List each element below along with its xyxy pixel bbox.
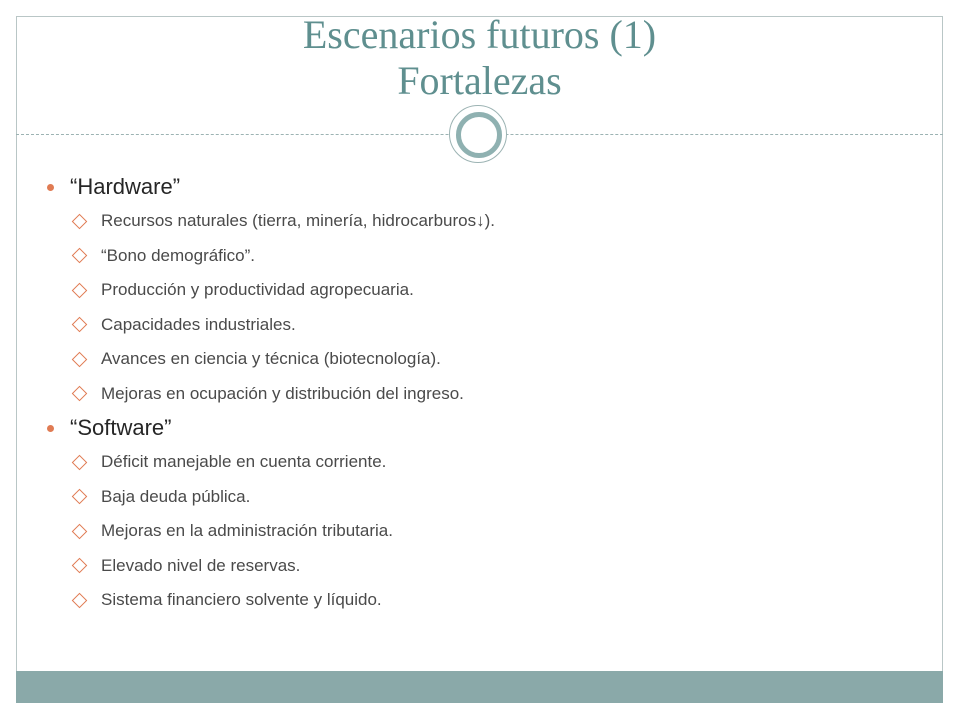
bullet-dot-icon (47, 425, 54, 432)
diamond-bullet-icon (72, 351, 88, 367)
list-item-text: Recursos naturales (tierra, minería, hidrocarburos↓). (101, 211, 495, 231)
list-item-text: Baja deuda pública. (101, 486, 251, 506)
title-line-2: Fortalezas (397, 58, 562, 103)
list-item-text: Elevado nivel de reservas. (101, 555, 301, 575)
list-item (40, 239, 920, 274)
list-item-text: Mejoras en ocupación y distribución del ingreso. (101, 383, 464, 403)
list-item (40, 273, 920, 308)
list-item-text: Avances en ciencia y técnica (biotecnología). (101, 349, 441, 369)
bullet-dot-icon (47, 184, 54, 191)
diamond-bullet-icon (72, 523, 88, 539)
diamond-bullet-icon (72, 454, 88, 470)
slide-title (16, 12, 943, 104)
list-item (40, 583, 920, 618)
diamond-bullet-icon (72, 489, 88, 505)
diamond-bullet-icon (72, 558, 88, 574)
list-item (40, 342, 920, 377)
list-item (40, 308, 920, 343)
list-item-text: Producción y productividad agropecuaria. (101, 280, 414, 300)
footer-band (16, 671, 943, 703)
heading-text: “Software” (70, 415, 172, 440)
list-item-text: Mejoras en la administración tributaria. (101, 521, 393, 541)
diamond-bullet-icon (72, 213, 88, 229)
list-item (40, 480, 920, 515)
bullet-list (40, 170, 920, 618)
heading-text: “Hardware” (70, 174, 181, 199)
list-item-text: Sistema financiero solvente y líquido. (101, 590, 382, 610)
list-item (40, 445, 920, 480)
list-item-text: Capacidades industriales. (101, 314, 296, 334)
diamond-bullet-icon (72, 248, 88, 264)
list-item (40, 377, 920, 412)
title-line-1: Escenarios futuros (1) (302, 12, 657, 57)
section-software (40, 411, 920, 618)
diamond-bullet-icon (72, 317, 88, 333)
diamond-bullet-icon (72, 282, 88, 298)
divider-ring-ornament (449, 105, 507, 163)
section-hardware (40, 170, 920, 411)
diamond-bullet-icon (72, 592, 88, 608)
list-item-text: Déficit manejable en cuenta corriente. (101, 452, 387, 472)
list-item-text: “Bono demográfico”. (101, 245, 256, 265)
list-item (40, 514, 920, 549)
list-item (40, 549, 920, 584)
diamond-bullet-icon (72, 386, 88, 402)
bullet-heading (40, 170, 920, 204)
list-item (40, 204, 920, 239)
bullet-heading (40, 411, 920, 445)
